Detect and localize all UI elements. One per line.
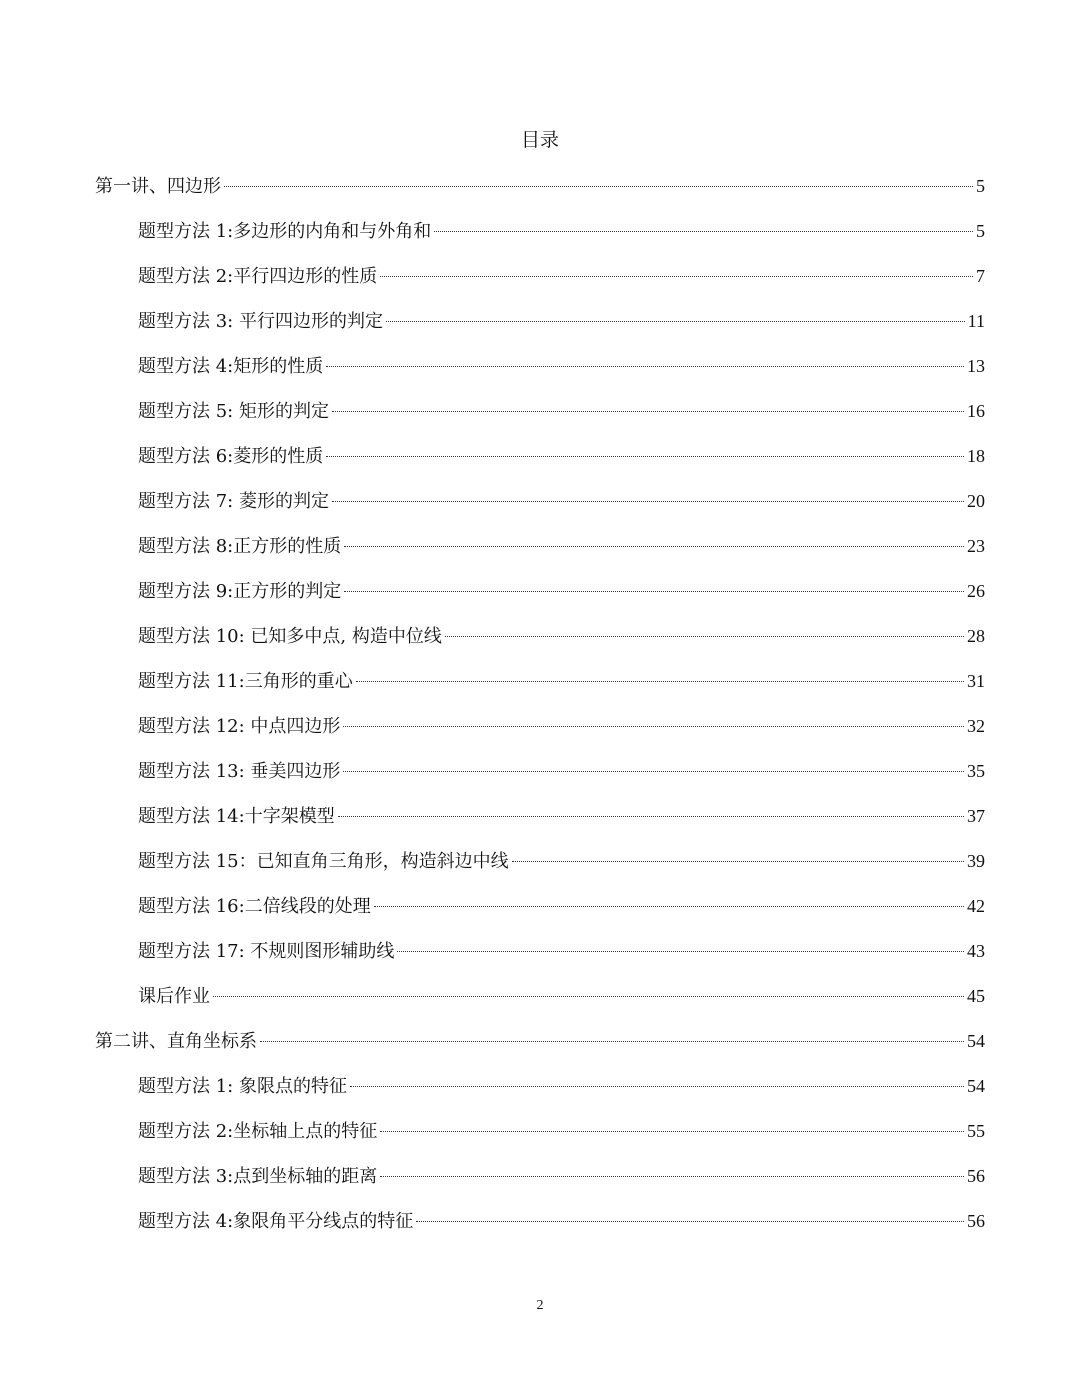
toc-chapter-entry[interactable] xyxy=(95,172,985,217)
toc-entry-page: 32 xyxy=(967,716,985,736)
toc-dot-leader xyxy=(326,365,964,367)
page-number: 2 xyxy=(536,1298,544,1313)
toc-entry-page: 42 xyxy=(967,896,985,916)
toc-entry-label: 题型方法 13: 垂美四边形 xyxy=(138,761,341,782)
toc-entry-page: 16 xyxy=(967,401,985,421)
toc-entry-page: 56 xyxy=(967,1166,985,1186)
toc-section-entry[interactable] xyxy=(95,622,985,667)
toc-dot-leader xyxy=(343,770,964,772)
toc-entry-page: 5 xyxy=(976,221,985,241)
toc-dot-leader xyxy=(344,590,964,592)
toc-entry-page: 23 xyxy=(967,536,985,556)
toc-section-entry[interactable] xyxy=(95,802,985,847)
toc-entry-label: 题型方法 1: 象限点的特征 xyxy=(138,1076,347,1097)
toc-entry-page: 37 xyxy=(967,806,985,826)
toc-entry-page: 39 xyxy=(967,851,985,871)
toc-entry-label: 课后作业 xyxy=(138,986,210,1007)
toc-dot-leader xyxy=(224,185,973,187)
toc-entry-page: 26 xyxy=(967,581,985,601)
toc-entry-label: 题型方法 12: 中点四边形 xyxy=(138,716,341,737)
toc-entry-label: 题型方法 17: 不规则图形辅助线 xyxy=(138,941,395,962)
toc-entry-page: 18 xyxy=(967,446,985,466)
toc-entry-label: 题型方法 14:十字架模型 xyxy=(138,806,335,827)
toc-entry-page: 13 xyxy=(967,356,985,376)
toc-entry-page: 28 xyxy=(967,626,985,646)
toc-dot-leader xyxy=(338,815,964,817)
toc-section-entry[interactable] xyxy=(95,1162,985,1207)
toc-dot-leader xyxy=(512,860,964,862)
toc-dot-leader xyxy=(332,500,964,502)
toc-dot-leader xyxy=(332,410,964,412)
toc-entry-label: 题型方法 15：已知直角三角形，构造斜边中线 xyxy=(138,851,509,872)
toc-entry-page: 45 xyxy=(967,986,985,1006)
toc-entry-label: 第二讲、直角坐标系 xyxy=(95,1031,257,1052)
toc-entry-label: 题型方法 5: 矩形的判定 xyxy=(138,401,329,422)
toc-dot-leader xyxy=(343,725,964,727)
toc-section-entry[interactable] xyxy=(95,757,985,802)
toc-entry-page: 7 xyxy=(976,266,985,286)
toc-section-entry[interactable] xyxy=(95,847,985,892)
toc-dot-leader xyxy=(356,680,964,682)
toc-section-entry[interactable] xyxy=(95,577,985,622)
toc-list xyxy=(95,172,985,1252)
toc-entry-label: 题型方法 2:坐标轴上点的特征 xyxy=(138,1121,378,1142)
toc-section-entry[interactable] xyxy=(95,532,985,577)
toc-section-entry[interactable] xyxy=(95,937,985,982)
toc-entry-label: 题型方法 4:象限角平分线点的特征 xyxy=(138,1211,414,1232)
toc-dot-leader xyxy=(386,320,965,322)
toc-entry-label: 题型方法 11:三角形的重心 xyxy=(138,671,353,692)
toc-section-entry[interactable] xyxy=(95,1207,985,1252)
toc-dot-leader xyxy=(380,275,973,277)
toc-dot-leader xyxy=(326,455,964,457)
toc-dot-leader xyxy=(344,545,964,547)
toc-entry-label: 题型方法 4:矩形的性质 xyxy=(138,356,324,377)
toc-entry-page: 55 xyxy=(967,1121,985,1141)
toc-dot-leader xyxy=(374,905,964,907)
toc-dot-leader xyxy=(260,1040,964,1042)
toc-entry-label: 题型方法 2:平行四边形的性质 xyxy=(138,266,378,287)
toc-entry-label: 题型方法 3:点到坐标轴的距离 xyxy=(138,1166,378,1187)
toc-dot-leader xyxy=(350,1085,964,1087)
toc-title: 目录 xyxy=(520,129,559,151)
toc-dot-leader xyxy=(445,635,964,637)
toc-entry-page: 35 xyxy=(967,761,985,781)
toc-entry-page: 20 xyxy=(967,491,985,511)
toc-section-entry[interactable] xyxy=(95,487,985,532)
toc-dot-leader xyxy=(380,1130,964,1132)
toc-entry-label: 题型方法 16:二倍线段的处理 xyxy=(138,896,371,917)
toc-dot-leader xyxy=(416,1220,964,1222)
toc-section-entry[interactable] xyxy=(95,667,985,712)
toc-section-entry[interactable] xyxy=(95,712,985,757)
toc-entry-page: 43 xyxy=(967,941,985,961)
toc-entry-label: 题型方法 10: 已知多中点, 构造中位线 xyxy=(138,626,442,647)
toc-entry-label: 题型方法 1:多边形的内角和与外角和 xyxy=(138,221,432,242)
toc-dot-leader xyxy=(397,950,964,952)
toc-section-entry[interactable] xyxy=(95,1072,985,1117)
toc-chapter-entry[interactable] xyxy=(95,1027,985,1072)
toc-entry-label: 题型方法 7: 菱形的判定 xyxy=(138,491,329,512)
toc-section-entry[interactable] xyxy=(95,397,985,442)
toc-section-entry[interactable] xyxy=(95,352,985,397)
toc-section-entry[interactable] xyxy=(95,892,985,937)
toc-entry-page: 54 xyxy=(967,1031,985,1051)
toc-entry-label: 第一讲、四边形 xyxy=(95,176,221,197)
toc-section-entry[interactable] xyxy=(95,262,985,307)
toc-section-entry[interactable] xyxy=(95,1117,985,1162)
toc-entry-page: 31 xyxy=(967,671,985,691)
toc-section-entry[interactable] xyxy=(95,217,985,262)
toc-entry-label: 题型方法 3: 平行四边形的判定 xyxy=(138,311,383,332)
toc-dot-leader xyxy=(434,230,973,232)
toc-section-entry[interactable] xyxy=(95,307,985,352)
toc-entry-page: 11 xyxy=(967,311,985,331)
toc-entry-label: 题型方法 8:正方形的性质 xyxy=(138,536,342,557)
toc-dot-leader xyxy=(213,995,964,997)
toc-entry-label: 题型方法 9:正方形的判定 xyxy=(138,581,342,602)
toc-entry-page: 5 xyxy=(976,176,985,196)
toc-dot-leader xyxy=(380,1175,964,1177)
toc-section-entry[interactable] xyxy=(95,442,985,487)
toc-section-entry[interactable] xyxy=(95,982,985,1027)
toc-entry-page: 56 xyxy=(967,1211,985,1231)
toc-entry-label: 题型方法 6:菱形的性质 xyxy=(138,446,324,467)
toc-entry-page: 54 xyxy=(967,1076,985,1096)
